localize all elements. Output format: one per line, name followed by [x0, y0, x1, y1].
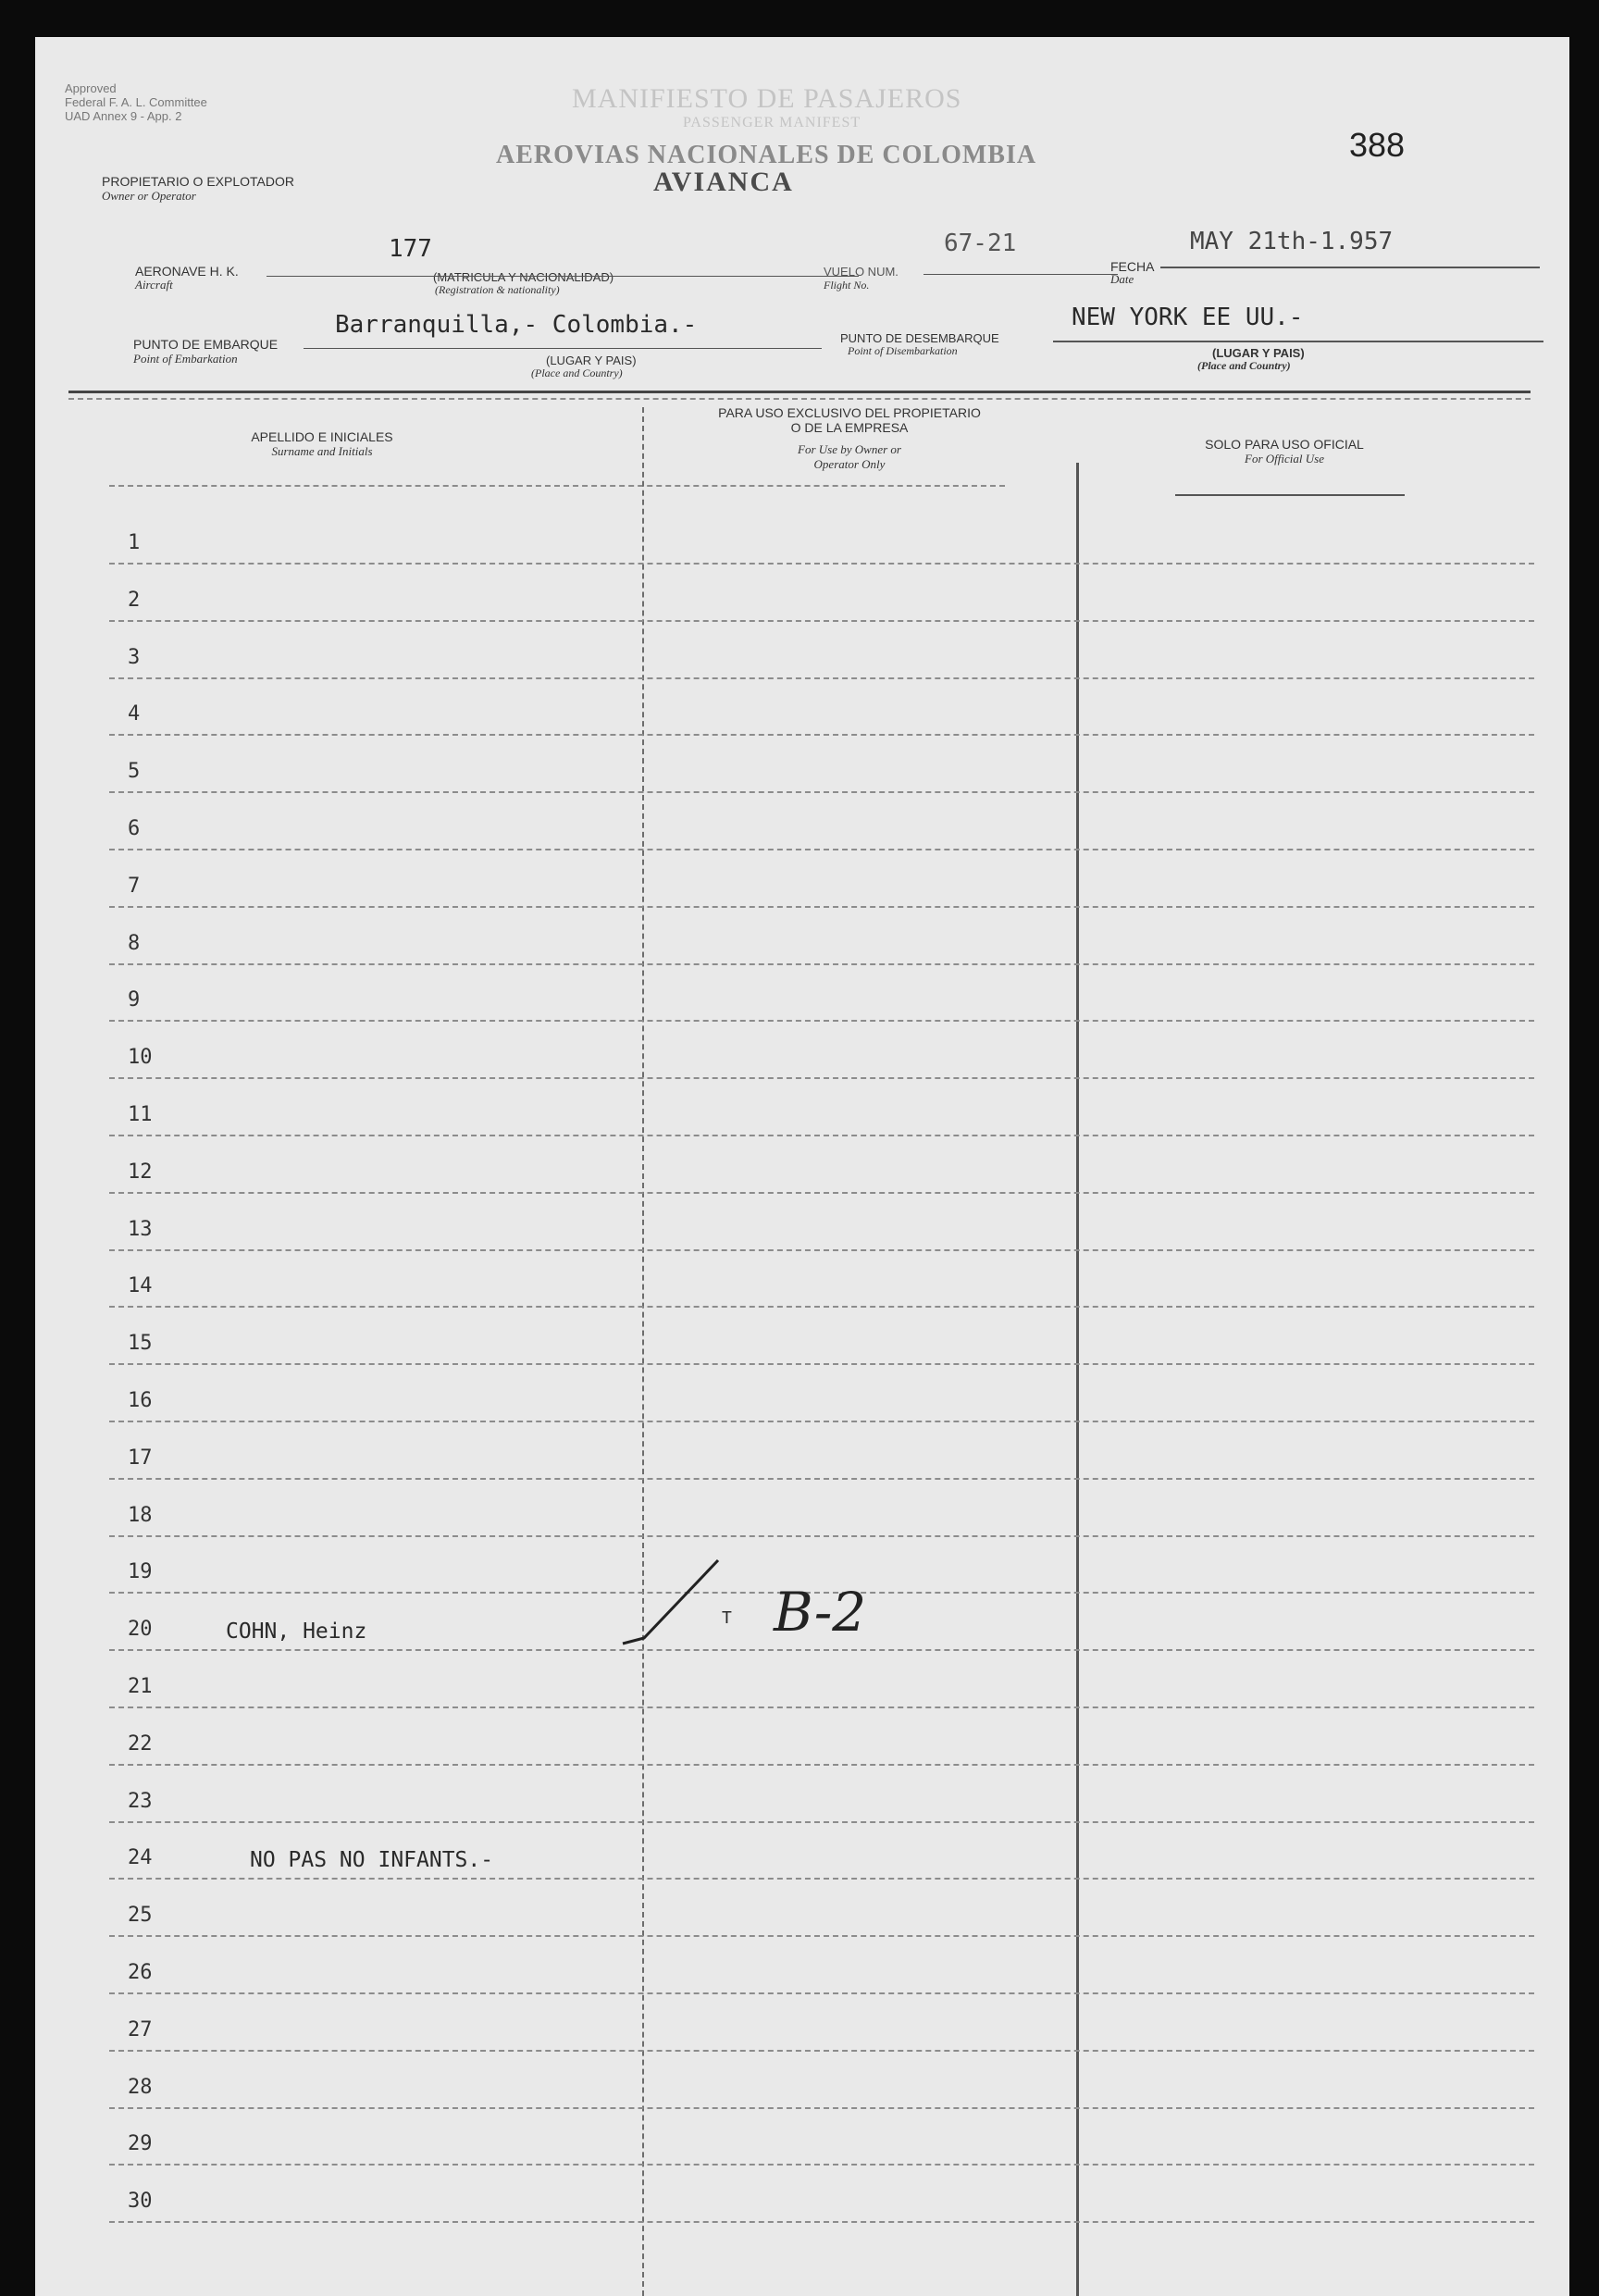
approval-line-2: Federal F. A. L. Committee: [65, 95, 207, 109]
official-header-underline: [1175, 494, 1405, 496]
row-number: 22: [128, 1731, 153, 1756]
row-rule: [109, 2107, 1534, 2109]
column-header-official: [1164, 437, 1405, 466]
disembark-underline: [1053, 341, 1543, 342]
row-rule: [109, 1192, 1534, 1194]
check-mark: [618, 1534, 729, 1673]
column-official-label: SOLO PARA USO OFICIAL: [1205, 437, 1364, 452]
column-owner-label-en2: Operator Only: [813, 457, 886, 471]
approval-line-1: Approved: [65, 81, 117, 95]
row-number: 10: [128, 1046, 153, 1070]
row-rule: [109, 563, 1534, 565]
row-number: 24: [128, 1846, 153, 1870]
column-names-label-en: Surname and Initials: [271, 444, 373, 458]
row-number: 1: [128, 531, 141, 554]
column-owner-label2: O DE LA EMPRESA: [790, 420, 909, 435]
row-number: 6: [128, 817, 141, 840]
passenger-name: NO PAS NO INFANTS.-: [250, 1848, 494, 1873]
row-rule: [109, 1935, 1534, 1937]
row-number: 13: [128, 1217, 153, 1241]
row-rule: [109, 734, 1534, 736]
row-number: 20: [128, 1618, 153, 1642]
row-rule: [109, 1249, 1534, 1251]
row-rule: [109, 1478, 1534, 1480]
row-number: 2: [128, 588, 141, 612]
header-rule-top: [68, 391, 1531, 393]
column-divider-2: [1076, 463, 1079, 2296]
embark-label: PUNTO DE EMBARQUE: [133, 337, 279, 352]
flight-label-en: Flight No.: [824, 279, 870, 292]
manifest-sheet: [35, 37, 1569, 2296]
row-rule: [109, 1821, 1534, 1823]
row-number: 21: [128, 1675, 153, 1698]
row-rule: [109, 849, 1534, 850]
flight-value: 67-21: [944, 230, 1017, 257]
row-rule: [109, 2164, 1534, 2166]
passenger-name: COHN, Heinz: [226, 1620, 367, 1644]
row-number: 29: [128, 2132, 153, 2156]
date-label-en: Date: [1110, 272, 1134, 286]
form-title: MANIFIESTO DE PASAJEROS: [572, 83, 962, 114]
header-rule-bottom: [68, 398, 1531, 400]
owner-label-en: Owner or Operator: [102, 189, 196, 203]
aircraft-value: 177: [389, 235, 432, 263]
row-rule: [109, 1764, 1534, 1766]
embark-label-en: Point of Embarkation: [133, 352, 238, 366]
row-number: 30: [128, 2190, 153, 2214]
company-short: AVIANCA: [653, 167, 794, 197]
row-number: 23: [128, 1789, 153, 1813]
row-number: 26: [128, 1961, 153, 1984]
aircraft-label: AERONAVE H. K.: [135, 264, 239, 279]
row-rule: [109, 1135, 1534, 1136]
row-rule: [109, 906, 1534, 908]
embark-underline: [304, 348, 822, 349]
page-number: 388: [1349, 126, 1406, 164]
row-rule: [109, 1535, 1534, 1537]
aircraft-reg-label: (MATRICULA Y NACIONALIDAD): [433, 270, 614, 284]
row-rule: [109, 1649, 1534, 1651]
aircraft-label-en: Aircraft: [135, 278, 173, 292]
row-rule: [109, 963, 1534, 965]
row-number: 7: [128, 874, 141, 898]
aircraft-underline: [266, 276, 859, 277]
row-rule: [109, 1992, 1534, 1994]
row-number: 25: [128, 1904, 153, 1928]
row-number: 28: [128, 2075, 153, 2099]
approval-line-3: UAD Annex 9 - App. 2: [65, 109, 182, 123]
disembark-value: NEW YORK EE UU.-: [1072, 304, 1304, 331]
row-number: 9: [128, 988, 141, 1012]
row-rule: [109, 677, 1534, 679]
approval-note: [65, 81, 207, 123]
row-rule: [109, 1878, 1534, 1880]
column-official-label-en: For Official Use: [1245, 452, 1324, 465]
row-rule: [109, 1306, 1534, 1308]
row-rule: [109, 1020, 1534, 1022]
row-rule: [109, 620, 1534, 622]
row-rule: [109, 1421, 1534, 1422]
column-header-owner-use: [637, 405, 1062, 472]
column-names-label: APELLIDO E INICIALES: [251, 429, 393, 444]
disembark-place-label: (LUGAR Y PAIS): [1212, 346, 1305, 360]
row-number: 3: [128, 645, 141, 669]
column-owner-label-en1: For Use by Owner or: [798, 442, 901, 456]
row-number: 18: [128, 1503, 153, 1527]
column-header-underline: [109, 485, 1005, 487]
disembark-label: PUNTO DE DESEMBARQUE: [840, 331, 999, 345]
company-name: AEROVIAS NACIONALES DE COLOMBIA: [496, 141, 1037, 169]
aircraft-reg-label-en: (Registration & nationality): [435, 283, 560, 296]
row-number: 17: [128, 1446, 153, 1470]
date-label: FECHA: [1110, 259, 1155, 274]
row-number: 27: [128, 2017, 153, 2042]
row-number: 11: [128, 1103, 153, 1126]
row-number: 5: [128, 760, 141, 784]
row-number: 12: [128, 1160, 153, 1184]
row-rule: [109, 2050, 1534, 2052]
owner-label: PROPIETARIO O EXPLOTADOR: [102, 174, 294, 189]
row-rule: [109, 1363, 1534, 1365]
embark-value: Barranquilla,- Colombia.-: [335, 311, 698, 339]
annotation-handwritten: B-2: [774, 1581, 867, 1644]
column-owner-label1: PARA USO EXCLUSIVO DEL PROPIETARIO: [718, 405, 981, 420]
disembark-label-en: Point of Disembarkation: [848, 344, 958, 357]
embark-place-label: (LUGAR Y PAIS): [546, 354, 637, 367]
row-rule: [109, 1706, 1534, 1708]
column-divider-1: [642, 407, 644, 2296]
row-rule: [109, 791, 1534, 793]
annotation-mark: T: [722, 1608, 732, 1628]
row-number: 15: [128, 1332, 153, 1356]
flight-underline: [923, 274, 1118, 275]
row-rule: [109, 2221, 1534, 2223]
row-number: 16: [128, 1389, 153, 1412]
flight-label: VUELO NUM.: [824, 265, 899, 279]
disembark-place-label-en: (Place and Country): [1197, 359, 1291, 372]
embark-place-label-en: (Place and Country): [531, 366, 623, 379]
row-rule: [109, 1077, 1534, 1079]
row-number: 8: [128, 931, 141, 955]
row-number: 19: [128, 1560, 153, 1584]
column-header-names: [146, 429, 498, 459]
date-underline: [1160, 267, 1540, 268]
form-subtitle: PASSENGER MANIFEST: [683, 115, 861, 130]
row-number: 14: [128, 1274, 153, 1298]
row-number: 4: [128, 702, 141, 726]
date-value: MAY 21th-1.957: [1190, 228, 1394, 255]
